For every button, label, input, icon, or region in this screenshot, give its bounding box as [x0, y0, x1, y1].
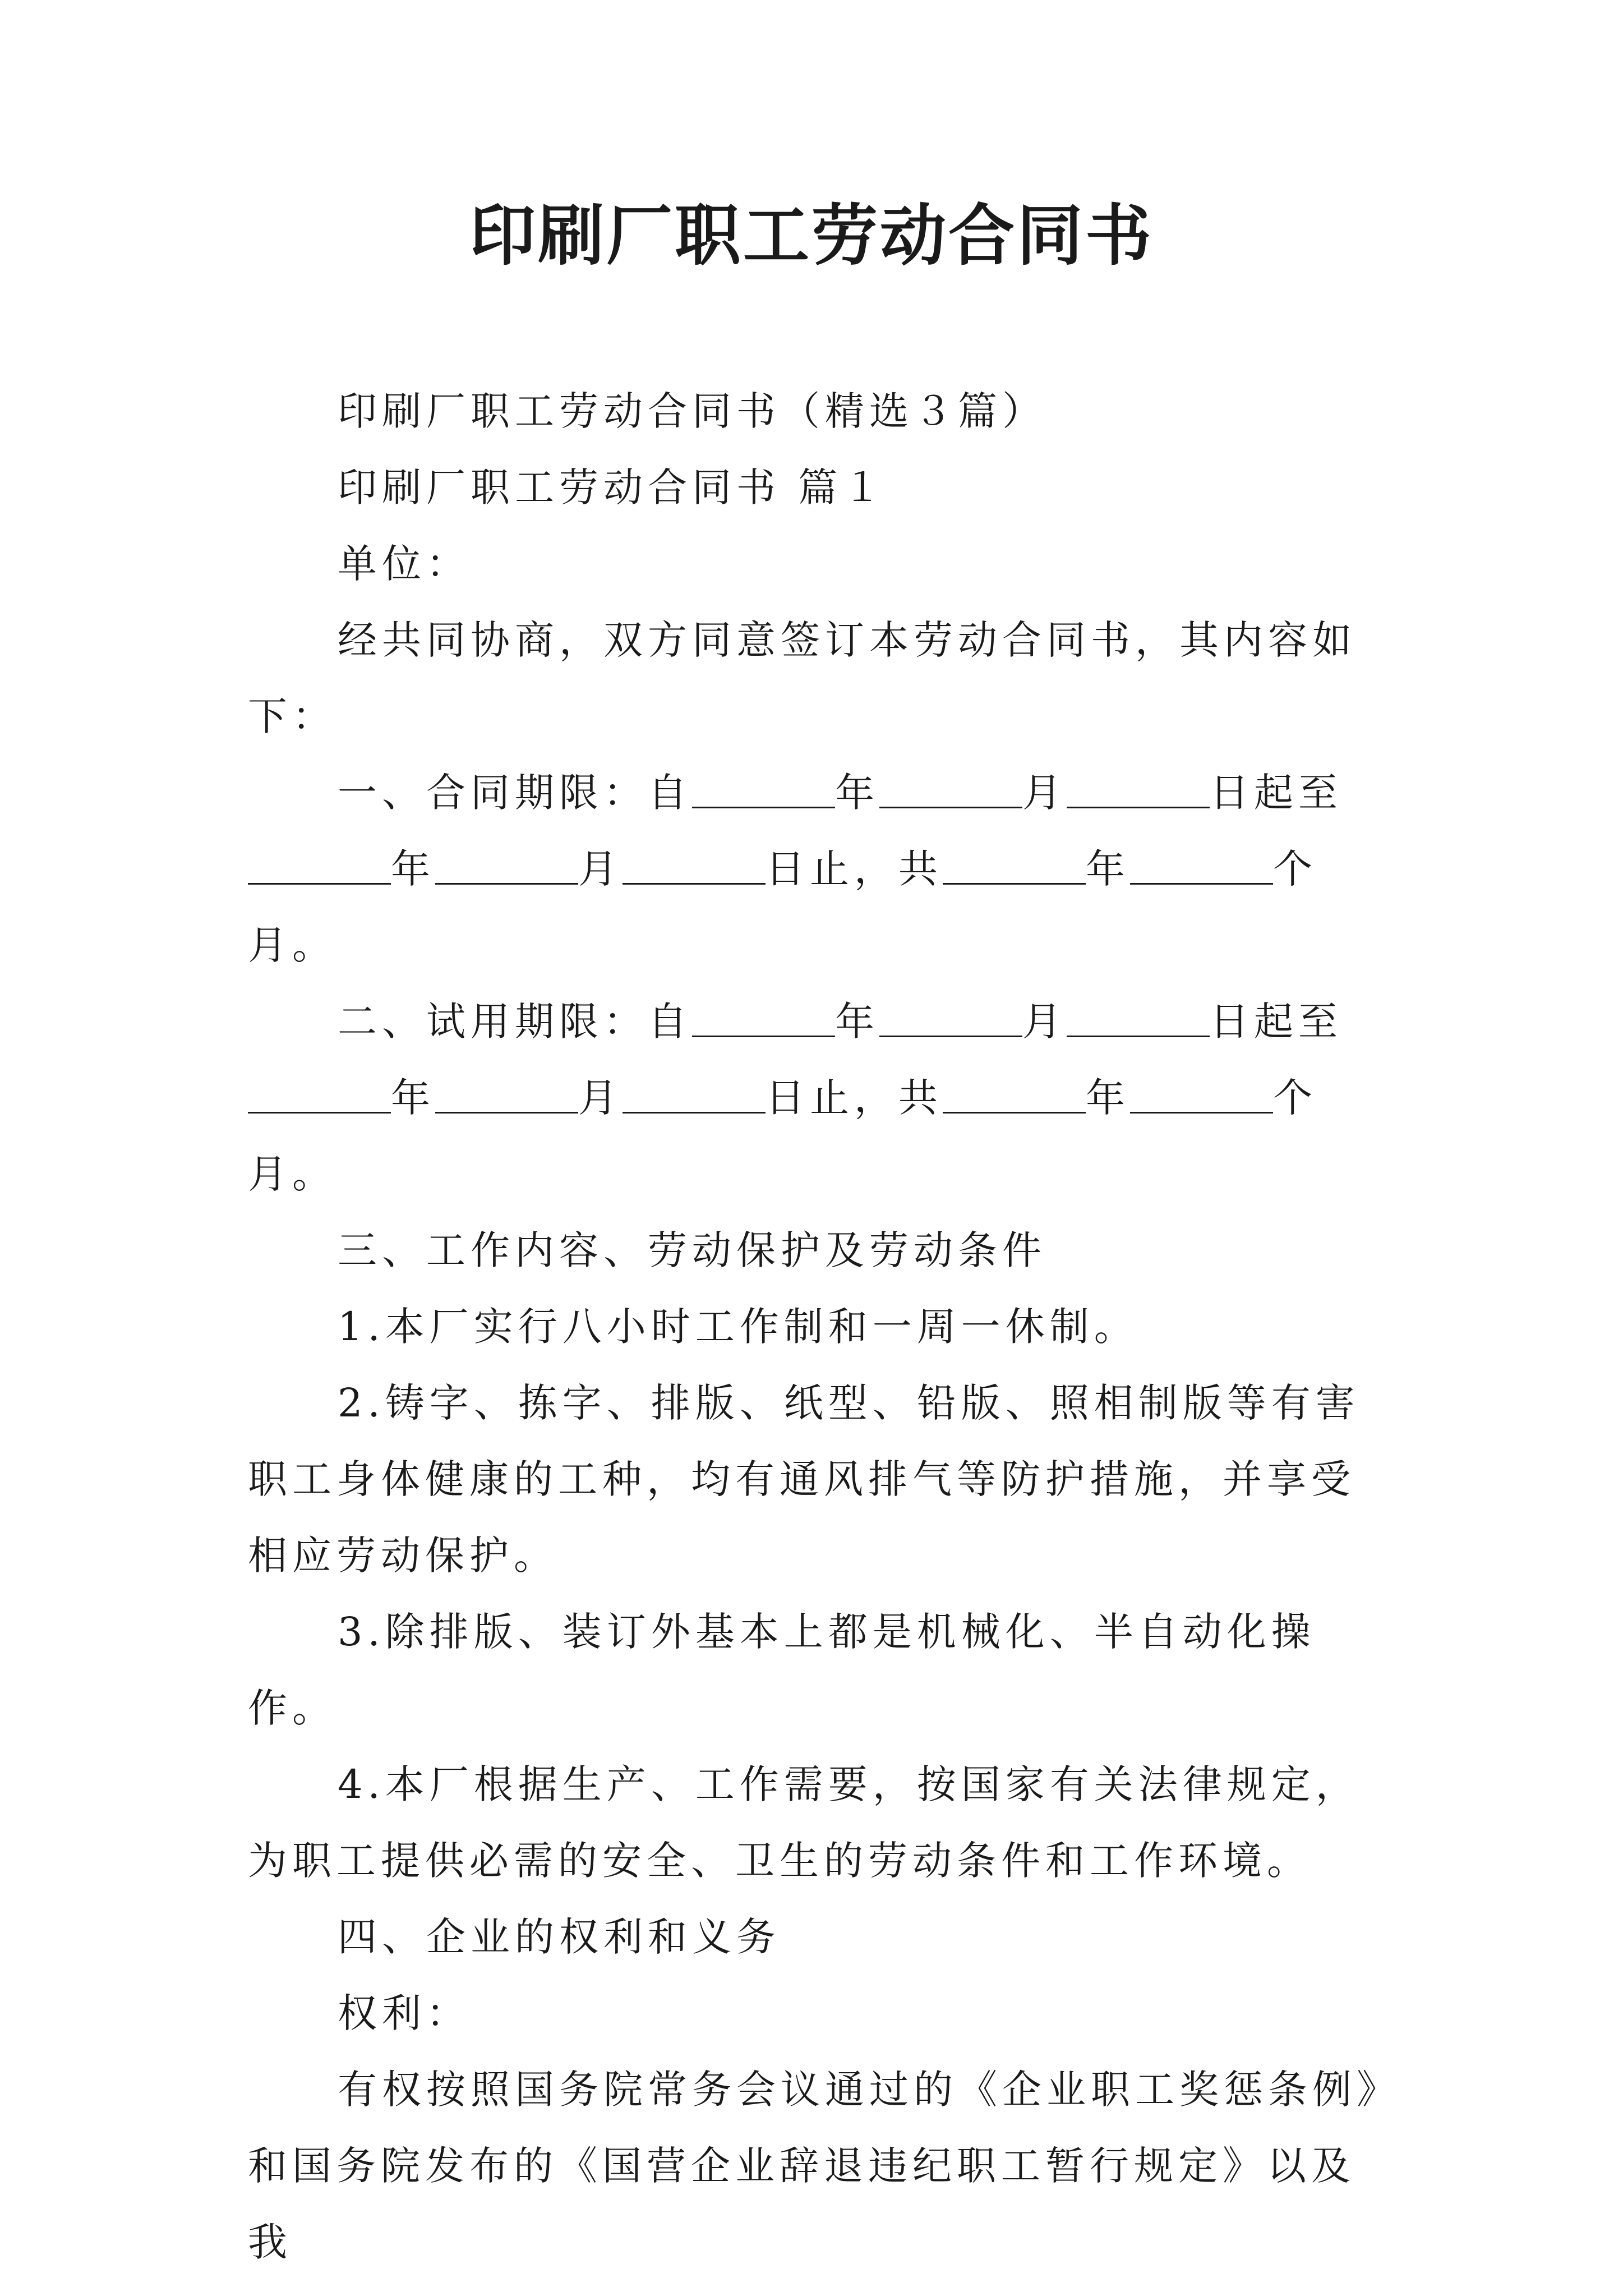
contract-term-month: 月: [1022, 770, 1067, 816]
probation-term-months-unit: 个: [1273, 1075, 1317, 1121]
contract-term-day-start: 日起至: [1210, 770, 1343, 816]
item-2: 2.铸字、拣字、排版、纸型、铅版、照相制版等有害职工身体健康的工种，均有通风排气等防护措施，并享受相应劳动保护。: [248, 1380, 1360, 1579]
contract-term-year-2: 年: [391, 846, 435, 892]
fill-blank: [879, 996, 1022, 1037]
fill-blank: [248, 1073, 391, 1114]
fill-blank: [435, 844, 578, 885]
fill-blank: [1130, 1073, 1273, 1114]
fill-blank: [879, 767, 1022, 808]
fill-blank: [1130, 844, 1273, 885]
rights-label: 权利：: [338, 1990, 471, 2036]
fill-blank: [943, 1073, 1086, 1114]
fill-blank: [1067, 996, 1210, 1037]
contract-term-paragraph: [248, 754, 1398, 983]
probation-term-year-2: 年: [391, 1075, 435, 1121]
contract-term-year-3: 年: [1086, 846, 1130, 892]
contract-term-months-unit: 个: [1273, 846, 1317, 892]
probation-term-prefix: 二、试用期限：自: [338, 999, 692, 1045]
fill-blank: [248, 844, 391, 885]
fill-blank: [623, 844, 766, 885]
contract-term-month-2: 月: [578, 846, 623, 892]
subtitle: 印刷厂职工劳动合同书（精选３篇）: [338, 388, 1046, 434]
item-3: 3.除排版、装订外基本上都是机械化、半自动化操作。: [248, 1609, 1316, 1731]
probation-term-paragraph: [248, 983, 1398, 1212]
document-title: 印刷厂职工劳动合同书: [469, 196, 1154, 274]
fill-blank: [435, 1073, 578, 1114]
probation-term-year: 年: [835, 999, 879, 1045]
probation-term-month: 月: [1022, 999, 1067, 1045]
intro-paragraph: 经共同协商，双方同意签订本劳动合同书，其内容如下：: [248, 617, 1357, 739]
probation-term-day-end: 日止，共: [766, 1075, 943, 1121]
contract-term-day-end: 日止，共: [766, 846, 943, 892]
probation-term-ending: 月。: [248, 1151, 336, 1197]
fill-blank: [623, 1073, 766, 1114]
section4-heading: 四、企业的权利和义务: [338, 1914, 781, 1960]
contract-term-ending: 月。: [248, 922, 336, 968]
item-4: 4.本厂根据生产、工作需要，按国家有关法律规定，为职工提供必需的安全、卫生的劳动条件和工作环境。: [248, 1761, 1360, 1884]
probation-term-year-3: 年: [1086, 1075, 1130, 1121]
fill-blank: [692, 996, 835, 1037]
contract-term-year: 年: [835, 770, 879, 816]
section-heading: 印刷厂职工劳动合同书 篇１: [338, 464, 887, 510]
section3-heading: 三、工作内容、劳动保护及劳动条件: [338, 1227, 1046, 1273]
fill-blank: [1067, 767, 1210, 808]
document-body: [248, 373, 1398, 2280]
fill-blank: [943, 844, 1086, 885]
probation-term-day-start: 日起至: [1210, 999, 1343, 1045]
unit-label: 单位：: [338, 541, 471, 587]
fill-blank: [692, 767, 835, 808]
contract-term-prefix: 一、合同期限：自: [338, 770, 692, 816]
rights-paragraph: 有权按照国务院常务会议通过的《企业职工奖惩条例》和国务院发布的《国营企业辞退违纪职工暂行规定》以及我: [248, 2067, 1381, 2265]
item-1: 1.本厂实行八小时工作制和一周一休制。: [338, 1304, 1138, 1350]
probation-term-month-2: 月: [578, 1075, 623, 1121]
